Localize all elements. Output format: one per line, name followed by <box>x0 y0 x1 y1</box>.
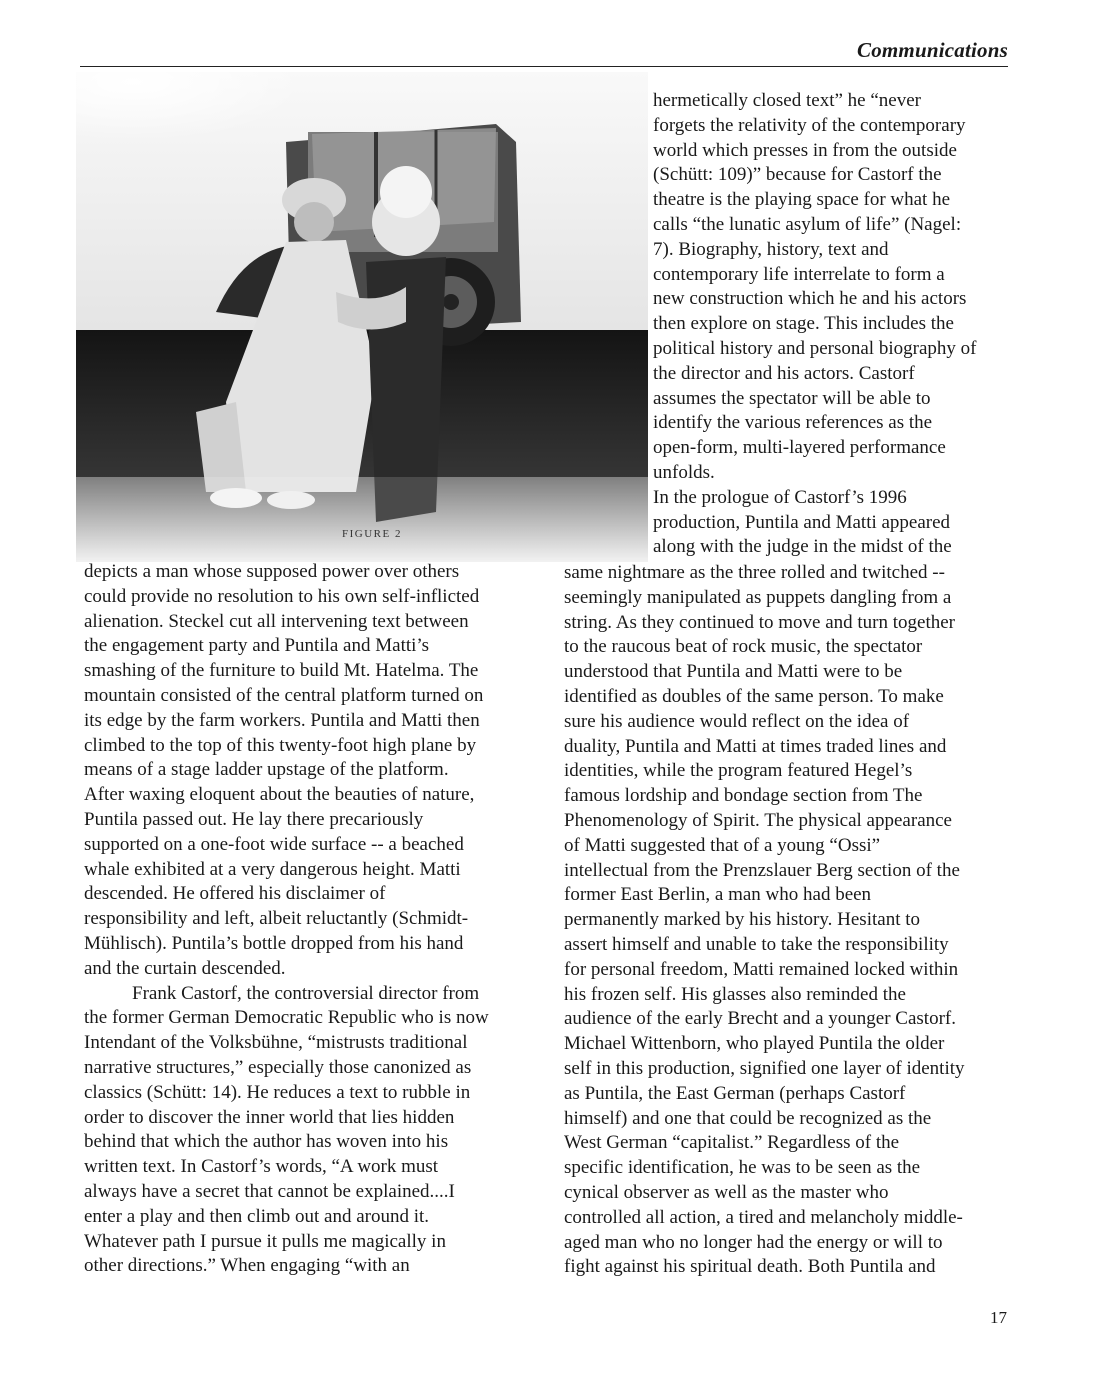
header-rule <box>80 66 1008 67</box>
text-line: aged man who no longer had the energy or will to <box>564 1231 943 1253</box>
text-line: identify the various references as the <box>653 412 933 434</box>
text-line: his frozen self. His glasses also reminded the <box>564 983 906 1005</box>
text-line: the director and his actors. Castorf <box>653 362 915 384</box>
text-line: the former German Democratic Republic who is now <box>84 1007 489 1029</box>
text-line: supported on a one-foot wide surface -- a beached <box>84 833 464 855</box>
text-line: responsibility and left, albeit reluctantly (Schmidt- <box>84 908 469 930</box>
text-line: After waxing eloquent about the beauties of nature, <box>84 784 475 806</box>
text-line: narrative structures,” especially those canonized as <box>84 1056 472 1078</box>
text-line: mountain consisted of the central platform turned on <box>84 684 484 706</box>
text-line: Intendant of the Volksbühne, “mistrusts traditional <box>84 1032 468 1054</box>
text-line: Phenomenology of Spirit. The physical appearance <box>564 809 952 831</box>
text-line: written text. In Castorf’s words, “A work must <box>84 1156 439 1178</box>
text-line: specific identification, he was to be seen as the <box>564 1157 921 1179</box>
text-line: Puntila passed out. He lay there precariously <box>84 808 424 830</box>
text-line: could provide no resolution to his own self-inflicted <box>84 585 480 607</box>
text-line: alienation. Steckel cut all intervening text between <box>84 610 469 632</box>
text-line: order to discover the inner world that lies hidden <box>84 1106 455 1128</box>
text-line: other directions.” When engaging “with an <box>84 1255 410 1277</box>
text-line: classics (Schütt: 14). He reduces a text to rubble in <box>84 1081 471 1103</box>
text-line: audience of the early Brecht and a younger Castorf. <box>564 1008 956 1030</box>
text-line: climbed to the top of this twenty-foot high plane by <box>84 734 477 756</box>
text-line: Whatever path I pursue it pulls me magically in <box>84 1230 446 1252</box>
text-line: identified as doubles of the same person. To make <box>564 685 944 707</box>
text-line: calls “the lunatic asylum of life” (Nagel: <box>653 213 962 235</box>
text-line: as Puntila, the East German (perhaps Castorf <box>564 1082 906 1104</box>
text-line: intellectual from the Prenzslauer Berg section of the <box>564 859 960 881</box>
text-line: of Matti suggested that of a young “Ossi” <box>564 834 881 856</box>
text-line: means of a stage ladder upstage of the platform. <box>84 759 449 781</box>
text-line: unfolds. <box>653 461 715 483</box>
text-line: duality, Puntila and Matti at times traded lines and <box>564 735 947 757</box>
text-line: 7). Biography, history, text and <box>653 238 889 260</box>
text-line: West German “capitalist.” Regardless of the <box>564 1132 900 1154</box>
page-number: 17 <box>990 1308 1007 1327</box>
text-line: open-form, multi-layered performance <box>653 437 946 459</box>
text-line: contemporary life interrelate to form a <box>653 263 945 285</box>
text-line: and the curtain descended. <box>84 957 286 979</box>
figure-photo <box>76 72 648 562</box>
text-line: production, Puntila and Matti appeared <box>653 511 951 533</box>
text-line: smashing of the furniture to build Mt. Hatelma. The <box>84 660 479 682</box>
text-line: identities, while the program featured Hegel’s <box>564 760 913 782</box>
text-line: former East Berlin, a man who had been <box>564 884 872 906</box>
text-line: world which presses in from the outside <box>653 139 957 161</box>
text-line: to the raucous beat of rock music, the spectator <box>564 636 923 658</box>
text-line: seemingly manipulated as puppets dangling from a <box>564 586 952 608</box>
text-line: fight against his spiritual death. Both Puntila and <box>564 1256 936 1278</box>
text-line: the engagement party and Puntila and Matti’s <box>84 635 430 657</box>
text-line: (Schütt: 109)” because for Castorf the <box>653 164 942 186</box>
text-line: self in this production, signified one layer of identity <box>564 1057 965 1079</box>
text-line: theatre is the playing space for what he <box>653 189 951 211</box>
text-line: sure his audience would reflect on the idea of <box>564 710 910 732</box>
text-line: permanently marked by his history. Hesitant to <box>564 909 920 931</box>
text-line: new construction which he and his actors <box>653 288 967 310</box>
text-line: for personal freedom, Matti remained locked within <box>564 958 959 980</box>
text-line: then explore on stage. This includes the <box>653 313 954 335</box>
text-line: forgets the relativity of the contemporary <box>653 114 966 136</box>
text-line: himself) and one that could be recognized as the <box>564 1107 932 1129</box>
text-line: along with the judge in the midst of the <box>653 536 952 558</box>
text-line: always have a secret that cannot be explained....I <box>84 1180 455 1202</box>
text-line: political history and personal biography of <box>653 337 977 359</box>
text-line: assumes the spectator will be able to <box>653 387 931 409</box>
text-line: behind that which the author has woven into his <box>84 1131 449 1153</box>
text-line: depicts a man whose supposed power over others <box>84 561 460 582</box>
text-line: whale exhibited at a very dangerous height. Matti <box>84 858 461 880</box>
running-title: Communications <box>856 38 1008 62</box>
text-line: enter a play and then climb out and around it. <box>84 1205 430 1227</box>
text-line: Michael Wittenborn, who played Puntila the older <box>564 1033 945 1055</box>
text-line: controlled all action, a tired and melancholy middle- <box>564 1206 963 1228</box>
figure-caption: FIGURE 2 <box>342 528 402 540</box>
text-line: understood that Puntila and Matti were to be <box>564 661 903 683</box>
left-column-text <box>84 560 534 1279</box>
right-column-top-text <box>653 89 1009 560</box>
text-line: its edge by the farm workers. Puntila and Matti then <box>84 709 480 731</box>
text-line: descended. He offered his disclaimer of <box>84 883 386 905</box>
text-line: same nightmare as the three rolled and twitched -- <box>564 562 945 583</box>
text-line: In the prologue of Castorf’s 1996 <box>653 486 907 508</box>
text-line: string. As they continued to move and turn together <box>564 611 956 633</box>
text-line: Frank Castorf, the controversial director from <box>132 982 480 1004</box>
text-line: hermetically closed text” he “never <box>653 90 921 111</box>
text-line: cynical observer as well as the master who <box>564 1181 889 1203</box>
text-line: famous lordship and bondage section from The <box>564 785 923 807</box>
text-line: assert himself and unable to take the responsibility <box>564 933 949 955</box>
production-photo-illustration <box>76 72 648 562</box>
right-column-text <box>564 561 1014 1280</box>
text-line: Mühlisch). Puntila’s bottle dropped from his hand <box>84 932 464 954</box>
